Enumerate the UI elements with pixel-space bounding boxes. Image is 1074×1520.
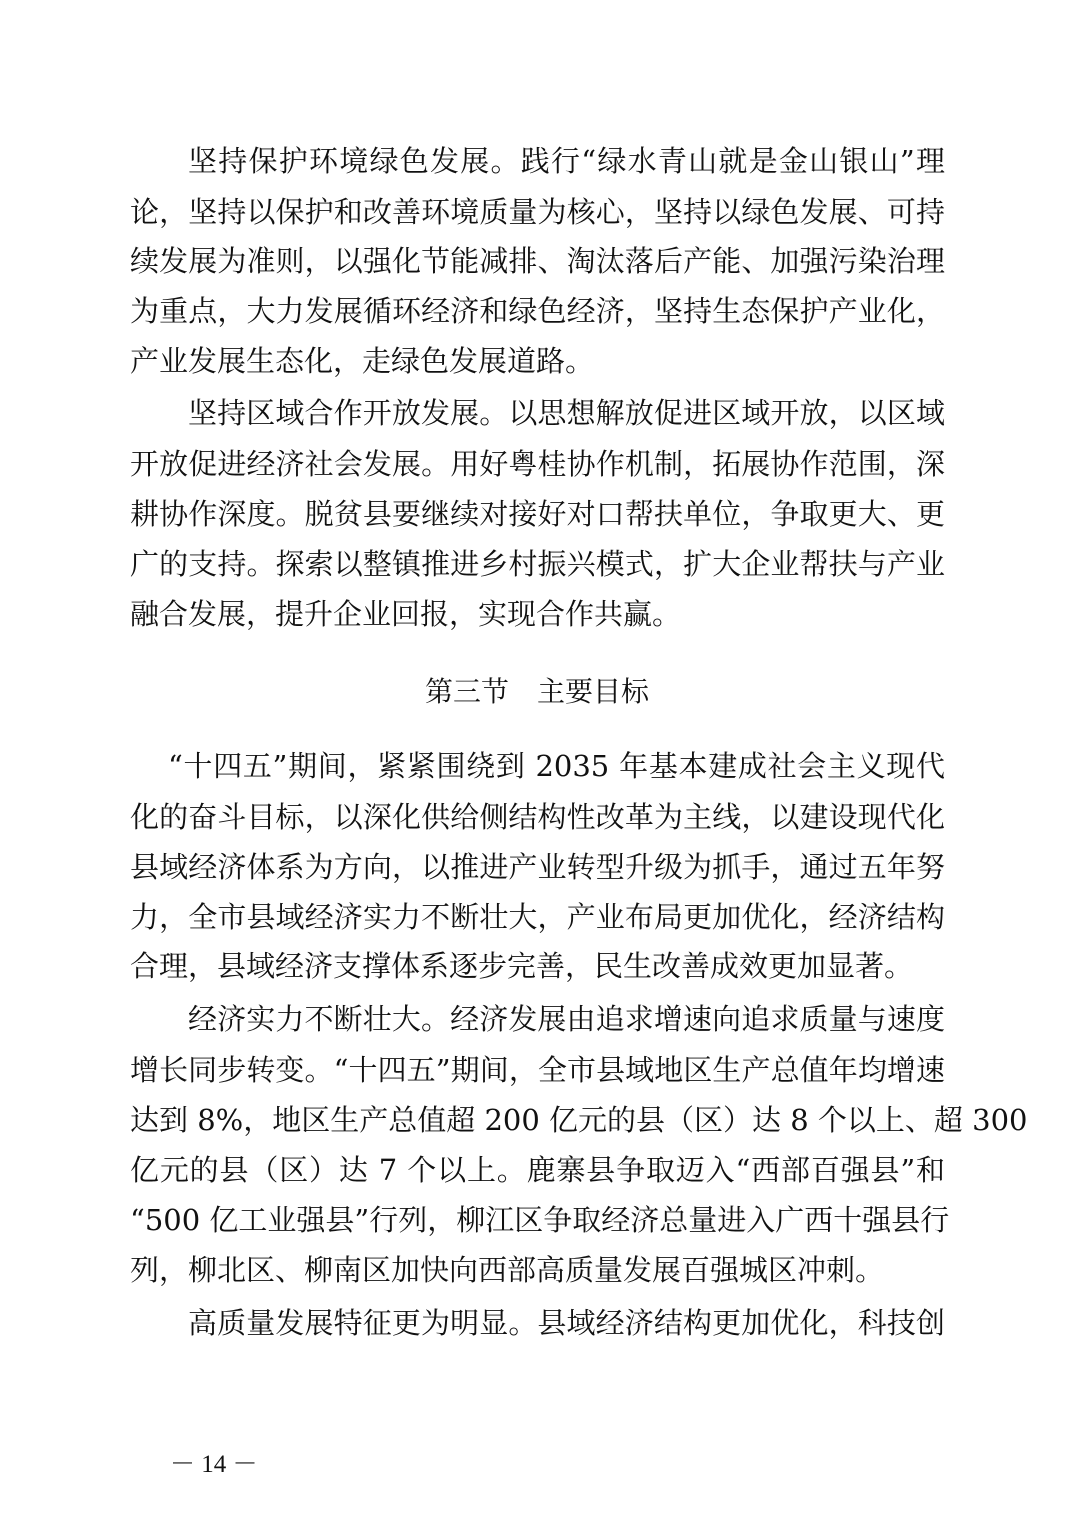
section-heading: 第三节 主要目标 [424,675,649,708]
paragraph-line: 高质量发展特征更为明显。县域经济结构更加优化，科技创 [188,1306,945,1340]
paragraph-line: 增长同步转变。“十四五”期间，全市县域地区生产总值年均增速 [130,1053,945,1087]
paragraph-line: 力，全市县域经济实力不断壮大，产业布局更加优化，经济结构 [130,900,945,934]
paragraph-line: 亿元的县（区）达 7 个以上。鹿寨县争取迈入“西部百强县”和 [130,1153,945,1187]
paragraph-line: 县域经济体系为方向，以推进产业转型升级为抓手，通过五年努 [130,850,945,884]
paragraph-line: 经济实力不断壮大。经济发展由追求增速向追求质量与速度 [188,1002,945,1036]
paragraph-line: “十四五”期间，紧紧围绕到 2035 年基本建成社会主义现代 [168,749,945,783]
paragraph-line: 产业发展生态化，走绿色发展道路。 [130,344,595,378]
paragraph-line: 坚持区域合作开放发展。以思想解放促进区域开放，以区域 [188,396,945,430]
page-number: － 14 － [170,1451,258,1478]
paragraph-line: 合理，县域经济支撑体系逐步完善，民生改善成效更加显著。 [130,949,914,983]
paragraph-line: 论，坚持以保护和改善环境质量为核心，坚持以绿色发展、可持 [130,195,945,229]
paragraph-line: 列，柳北区、柳南区加快向西部高质量发展百强城区冲刺。 [130,1253,885,1287]
paragraph-line: 耕协作深度。脱贫县要继续对接好对口帮扶单位，争取更大、更 [130,497,945,531]
paragraph-line: 化的奋斗目标，以深化供给侧结构性改革为主线，以建设现代化 [130,800,945,834]
paragraph-line: 坚持保护环境绿色发展。践行“绿水青山就是金山银山”理 [188,144,945,178]
paragraph-line: 达到 8%，地区生产总值超 200 亿元的县（区）达 8 个以上、超 300 [130,1103,1028,1137]
paragraph-line: “500 亿工业强县”行列，柳江区争取经济总量进入广西十强县行 [130,1203,950,1237]
paragraph-line: 融合发展，提升企业回报，实现合作共赢。 [130,597,682,631]
paragraph-line: 开放促进经济社会发展。用好粤桂协作机制，拓展协作范围，深 [130,447,945,481]
paragraph-line: 广的支持。探索以整镇推进乡村振兴模式，扩大企业帮扶与产业 [130,547,945,581]
paragraph-line: 为重点，大力发展循环经济和绿色经济，坚持生态保护产业化， [130,294,945,328]
paragraph-line: 续发展为准则，以强化节能减排、淘汰落后产能、加强污染治理 [130,244,945,278]
